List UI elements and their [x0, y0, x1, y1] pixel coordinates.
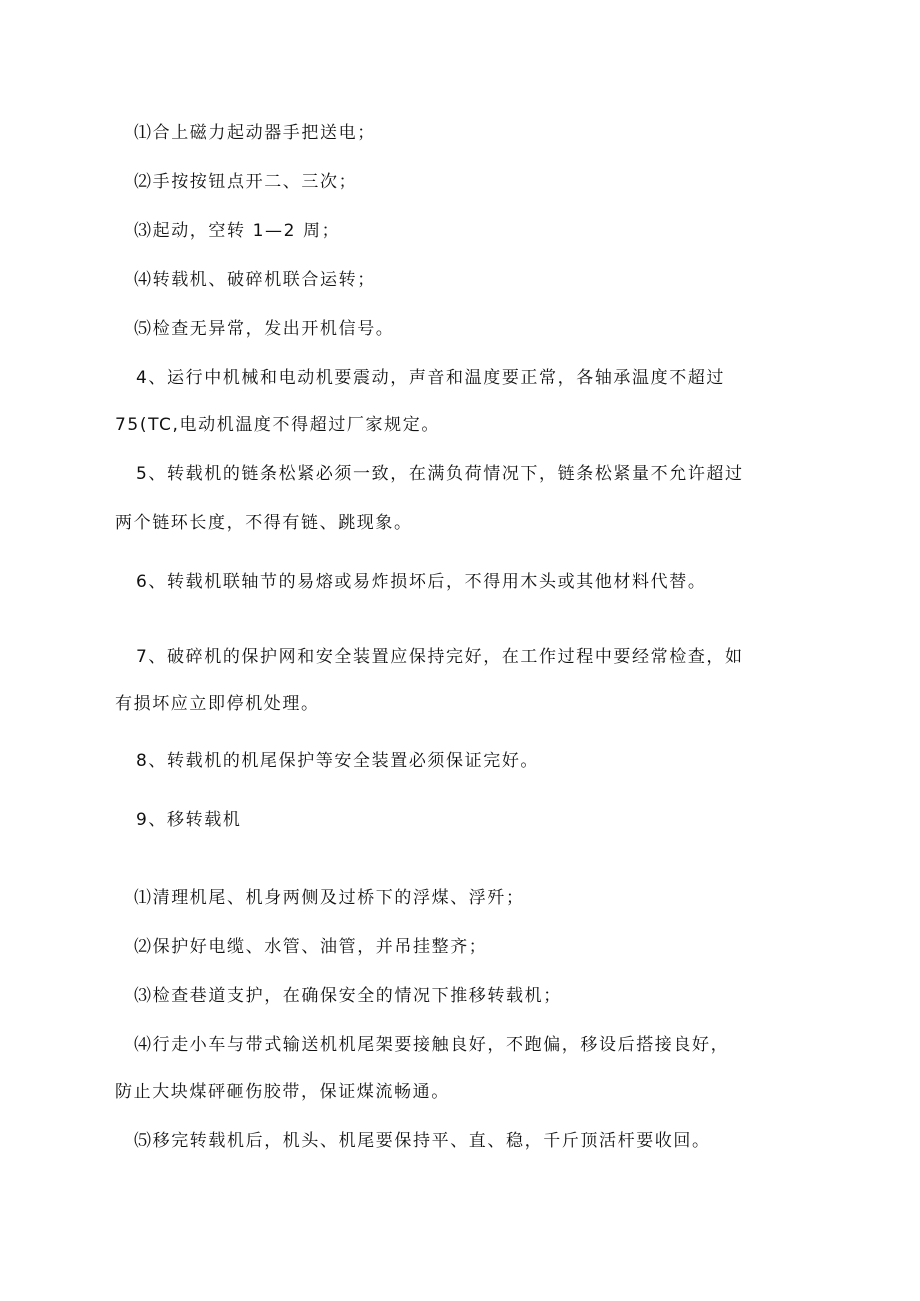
rule-9-heading: 9、移转载机: [136, 810, 242, 830]
move-step-trolley-line-2: 防止大块煤砰砸伤胶带，保证煤流畅通。: [115, 1082, 450, 1102]
move-step-protect-cables: ⑵保护好电缆、水管、油管，并吊挂整齐；: [134, 937, 488, 957]
move-step-trolley-line-1: ⑷行走小车与带式输送机机尾架要接触良好，不跑偏，移设后搭接良好，: [134, 1035, 730, 1055]
step-press-button: ⑵手按按钮点开二、三次；: [134, 172, 358, 192]
rule-8: 8、转载机的机尾保护等安全装置必须保证完好。: [136, 751, 540, 771]
move-step-finish: ⑸移完转载机后，机头、机尾要保持平、直、稳，千斤顶活杆要收回。: [134, 1131, 711, 1151]
step-start-idle: ⑶起动，空转 1—2 周；: [134, 221, 341, 241]
rule-7-line-2: 有损坏应立即停机处理。: [115, 694, 320, 714]
rule-7-line-1: 7、破碎机的保护网和安全装置应保持完好，在工作过程中要经常检查，如: [136, 647, 744, 667]
move-step-check-support: ⑶检查巷道支护，在确保安全的情况下推移转载机；: [134, 986, 562, 1006]
rule-5-line-1: 5、转载机的链条松紧必须一致，在满负荷情况下，链条松紧量不允许超过: [136, 464, 744, 484]
step-close-magnetic-starter: ⑴合上磁力起动器手把送电；: [134, 123, 376, 143]
step-joint-operation: ⑷转载机、破碎机联合运转；: [134, 270, 376, 290]
step-check-signal: ⑸检查无异常，发出开机信号。: [134, 319, 395, 339]
rule-4-line-2: 75(TC,电动机温度不得超过厂家规定。: [115, 415, 440, 435]
rule-6: 6、转载机联轴节的易熔或易炸损坏后，不得用木头或其他材料代替。: [136, 572, 707, 592]
move-step-clean: ⑴清理机尾、机身两侧及过桥下的浮煤、浮歼；: [134, 888, 525, 908]
rule-4-line-1: 4、运行中机械和电动机要震动，声音和温度要正常，各轴承温度不超过: [136, 368, 726, 388]
rule-5-line-2: 两个链环长度，不得有链、跳现象。: [115, 513, 413, 533]
